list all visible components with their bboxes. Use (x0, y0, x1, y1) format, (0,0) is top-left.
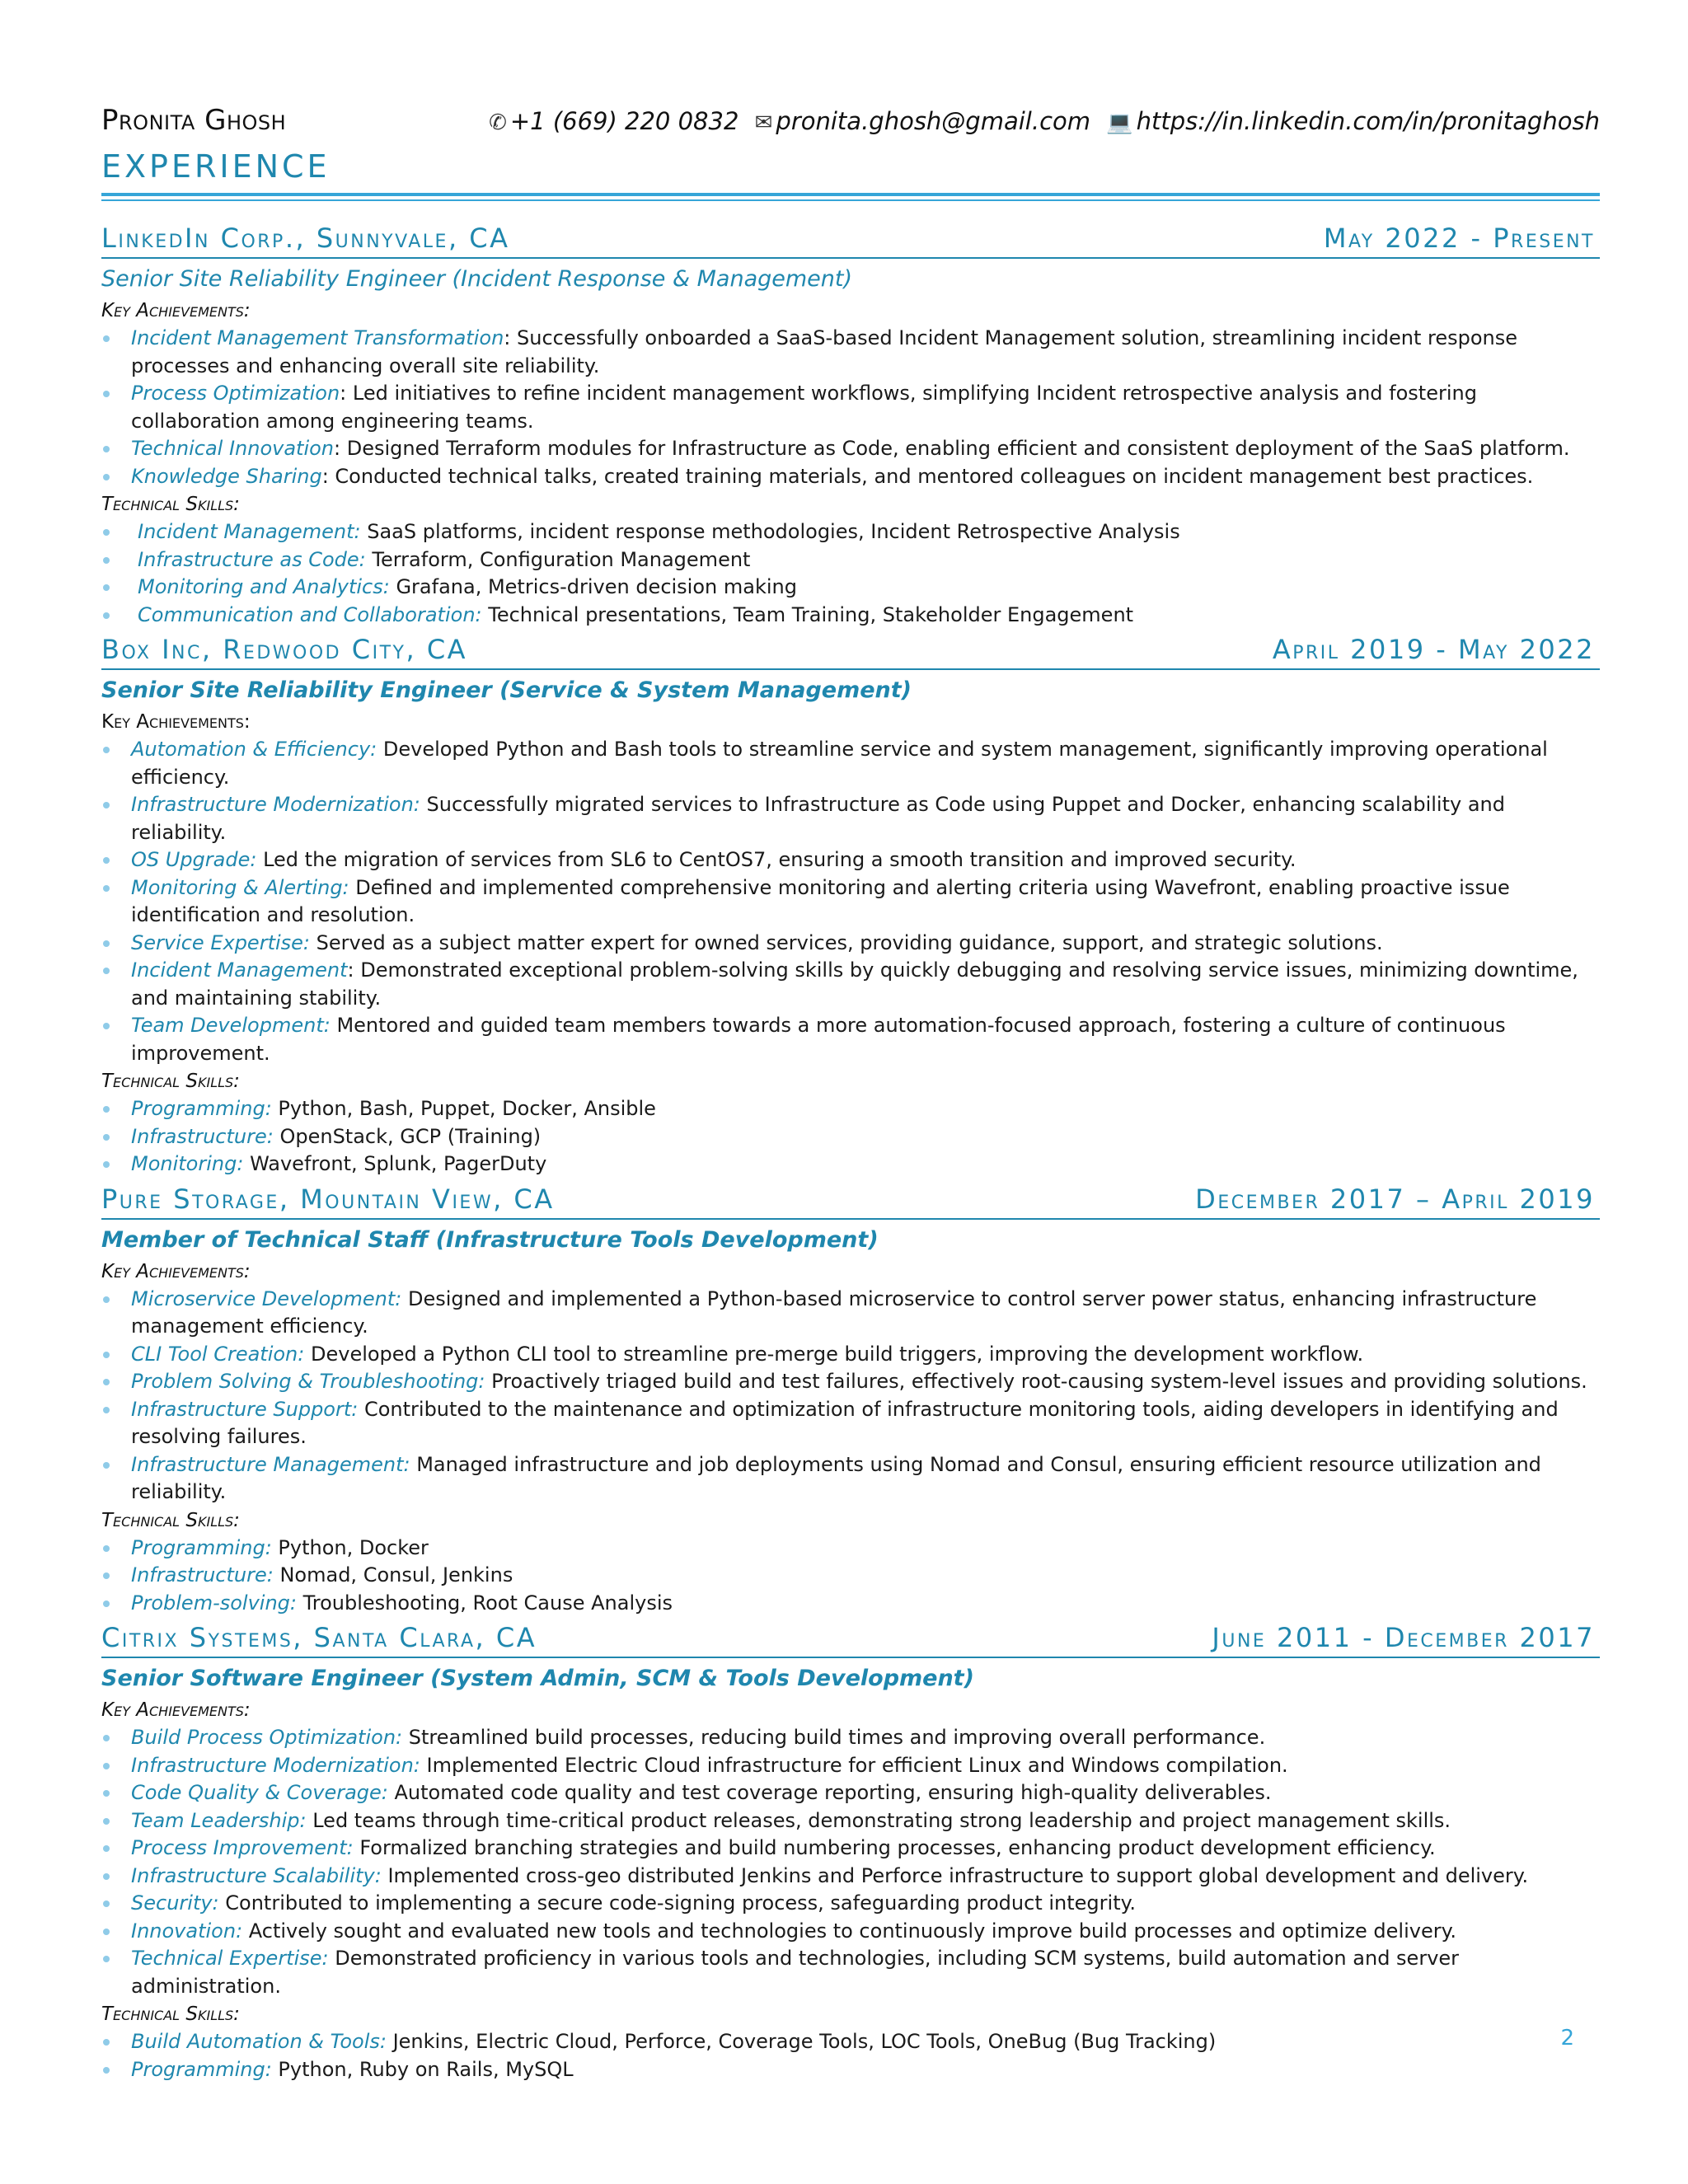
skill-key: Programming: (131, 1535, 272, 1559)
skill-text: SaaS platforms, incident response methodologies, Incident Retrospective Analysis (360, 520, 1180, 543)
achievement-text: Actively sought and evaluated new tools and technologies to continuously improve build processes and optimize delivery. (242, 1919, 1456, 1943)
achievement-item (101, 930, 1600, 958)
skill-item (101, 574, 1600, 602)
achievement-text: Streamlined build processes, reducing build times and improving overall performance. (402, 1726, 1266, 1749)
company-name: Citrix Systems, Santa Clara, CA (101, 1622, 537, 1653)
resume-header (101, 97, 1600, 145)
achievement-item (101, 1368, 1600, 1396)
company-name: LinkedIn Corp., Sunnyvale, CA (101, 223, 510, 254)
achievement-key: Technical Expertise: (131, 1947, 329, 1970)
skill-text: Grafana, Metrics-driven decision making (389, 575, 797, 598)
job-title: Senior Site Reliability Engineer (Incident Response & Management) (101, 266, 853, 292)
achievements-list (101, 1724, 1600, 2000)
achievement-key: Process Optimization (131, 382, 340, 405)
skill-item (101, 518, 1600, 546)
achievement-text: Implemented Electric Cloud infrastructure for efficient Linux and Windows compilation. (420, 1753, 1288, 1777)
achievement-key: Monitoring & Alerting: (131, 875, 349, 899)
job-header (101, 1622, 1600, 1658)
skill-text: Technical presentations, Team Training, Stakeholder Engagement (481, 602, 1134, 626)
achievement-text: Mentored and guided team members towards a more automation-focused approach, fostering a culture of continuous improvement. (131, 1014, 1506, 1065)
achievement-key: Infrastructure Scalability: (131, 1863, 382, 1887)
achievement-item (101, 1396, 1600, 1451)
achievement-item (101, 1918, 1600, 1946)
achievement-item (101, 435, 1600, 463)
skill-item (101, 1535, 1600, 1563)
skills-list (101, 1535, 1600, 1618)
skill-text: Jenkins, Electric Cloud, Perforce, Coverage Tools, LOC Tools, OneBug (Bug Tracking) (386, 2030, 1217, 2053)
achievement-item (101, 957, 1600, 1012)
achievement-item (101, 463, 1600, 491)
skill-item (101, 1562, 1600, 1590)
skill-text: Troubleshooting, Root Cause Analysis (297, 1591, 673, 1615)
achievement-item (101, 1807, 1600, 1835)
job-header (101, 634, 1600, 670)
achievement-text: Served as a subject matter expert for owned services, providing guidance, support, and strategic solutions. (310, 930, 1383, 954)
skill-item (101, 2028, 1600, 2056)
achievement-key: Team Development: (131, 1014, 331, 1037)
skill-key: Problem-solving: (131, 1591, 297, 1615)
phone-number[interactable]: +1 (669) 220 0832 (509, 107, 739, 135)
achievement-item (101, 1890, 1600, 1918)
person-name: Pronita Ghosh (101, 104, 287, 137)
achievement-key: Security: (131, 1891, 219, 1915)
achievement-item (101, 1012, 1600, 1067)
skill-key: Programming: (131, 1097, 272, 1120)
skill-text: Wavefront, Splunk, PagerDuty (243, 1152, 547, 1175)
job-title: Senior Site Reliability Engineer (Service & System Management) (101, 677, 912, 703)
achievement-text: Contributed to the maintenance and optimization of infrastructure monitoring tools, aiding developers in identifying and resolving failures. (131, 1397, 1559, 1448)
achievement-text: : Conducted technical talks, created training materials, and mentored colleagues on incident management best practices. (321, 464, 1534, 488)
skill-key: Infrastructure as Code: (138, 547, 366, 571)
skill-key: Monitoring and Analytics: (138, 575, 390, 598)
achievement-text: Defined and implemented comprehensive monitoring and alerting criteria using Wavefront, enabling proactive issue identification and resolution. (131, 875, 1510, 926)
achievement-key: Innovation: (131, 1919, 243, 1943)
skill-item (101, 1151, 1600, 1179)
skills-label: Technical Skills: (101, 2004, 240, 2025)
achievement-text: Proactively triaged build and test failures, effectively root-causing system-level issues and providing solutions. (485, 1370, 1587, 1393)
section-divider (101, 193, 1600, 201)
achievements-list (101, 736, 1600, 1067)
achievement-text: Developed Python and Bash tools to streamline service and system management, significantly improving operational efficiency. (131, 738, 1548, 789)
skill-item (101, 1095, 1600, 1123)
achievement-key: Microservice Development: (131, 1286, 402, 1310)
achievement-key: Infrastructure Modernization: (131, 793, 420, 816)
skill-key: Infrastructure: (131, 1124, 274, 1148)
achievement-item (101, 1752, 1600, 1780)
achievement-key: Process Improvement: (131, 1836, 354, 1859)
achievement-item (101, 1341, 1600, 1369)
email-link[interactable]: pronita.ghosh@gmail.com (776, 107, 1091, 135)
skill-text: Nomad, Consul, Jenkins (273, 1563, 513, 1586)
skills-label: Technical Skills: (101, 1509, 240, 1531)
skills-label: Technical Skills: (101, 1071, 240, 1092)
achievement-item (101, 325, 1600, 380)
skill-text: Terraform, Configuration Management (365, 547, 751, 571)
skill-text: Python, Bash, Puppet, Docker, Ansible (271, 1097, 656, 1120)
job-title: Member of Technical Staff (Infrastructure Tools Development) (101, 1226, 879, 1253)
skill-text: Python, Ruby on Rails, MySQL (271, 2057, 574, 2081)
achievements-label: Key Achievements: (101, 1260, 251, 1282)
achievement-key: Automation & Efficiency: (131, 738, 377, 761)
achievements-label: Key Achievements: (101, 1699, 251, 1721)
linkedin-link[interactable]: https://in.linkedin.com/in/pronitaghosh (1136, 107, 1600, 135)
job-dates: December 2017 – April 2019 (1195, 1183, 1595, 1215)
achievement-text: Successfully migrated services to Infrastructure as Code using Puppet and Docker, enhancing scalability and reliability. (131, 793, 1505, 844)
achievement-text: Managed infrastructure and job deployments using Nomad and Consul, ensuring efficient resource utilization and reliability. (131, 1452, 1541, 1503)
achievement-key: Infrastructure Support: (131, 1397, 359, 1421)
achievement-key: Knowledge Sharing (131, 464, 322, 488)
skills-list (101, 518, 1600, 629)
skill-key: Monitoring: (131, 1152, 244, 1175)
achievement-text: Contributed to implementing a secure code-signing process, safeguarding product integrity. (218, 1891, 1137, 1915)
achievements-label: Key Achievements: (101, 711, 251, 733)
job-entry (101, 1183, 1600, 1618)
skill-item (101, 602, 1600, 630)
achievement-item (101, 1724, 1600, 1752)
achievement-text: Demonstrated proficiency in various tools and technologies, including SCM systems, build automation and server administration. (131, 1947, 1460, 1998)
phone-icon: ✆ (489, 110, 507, 135)
achievement-key: Service Expertise: (131, 930, 310, 954)
achievement-text: : Led initiatives to refine incident management workflows, simplifying Incident retrospective analysis and fostering collaboration among engineering teams. (131, 382, 1477, 433)
skill-text: Python, Docker (271, 1535, 429, 1559)
skill-text: OpenStack, GCP (Training) (273, 1124, 542, 1148)
job-header (101, 1183, 1600, 1220)
achievement-key: Problem Solving & Troubleshooting: (131, 1370, 485, 1393)
company-name: Box Inc, Redwood City, CA (101, 634, 468, 665)
achievement-item (101, 1863, 1600, 1891)
achievement-text: : Demonstrated exceptional problem-solving skills by quickly debugging and resolving service issues, minimizing downtime, and maintaining stability. (131, 958, 1578, 1010)
achievement-item (101, 1779, 1600, 1807)
skill-item (101, 2056, 1600, 2084)
job-dates: April 2019 - May 2022 (1272, 634, 1595, 665)
achievement-item (101, 1286, 1600, 1341)
section-title: EXPERIENCE (101, 148, 331, 185)
laptop-icon: 💻 (1106, 110, 1133, 135)
achievement-item (101, 846, 1600, 874)
email-icon: ✉ (754, 110, 773, 135)
achievement-text: Designed and implemented a Python-based microservice to control server power status, enhancing infrastructure management efficiency. (131, 1286, 1537, 1338)
job-entry (101, 1622, 1600, 2083)
achievement-key: Incident Management (131, 958, 348, 982)
achievement-key: Technical Innovation (131, 437, 335, 460)
skills-list (101, 1095, 1600, 1179)
achievement-text: Implemented cross-geo distributed Jenkins and Perforce infrastructure to support global development and delivery. (381, 1863, 1529, 1887)
achievements-list (101, 1286, 1600, 1507)
company-name: Pure Storage, Mountain View, CA (101, 1183, 555, 1215)
page-number: 2 (1560, 2026, 1574, 2050)
job-title: Senior Software Engineer (System Admin, SCM & Tools Development) (101, 1666, 974, 1691)
job-list (101, 223, 1600, 2083)
achievement-item (101, 380, 1600, 435)
skill-item (101, 1590, 1600, 1618)
achievement-key: Incident Management Transformation (131, 326, 504, 349)
achievement-text: Developed a Python CLI tool to streamline pre-merge build triggers, improving the development workflow. (304, 1342, 1364, 1366)
achievement-item (101, 874, 1600, 930)
achievement-text: : Successfully onboarded a SaaS-based Incident Management solution, streamlining incident response processes and enhancing overall site reliability. (131, 326, 1518, 377)
job-entry (101, 223, 1600, 629)
achievement-key: Infrastructure Management: (131, 1452, 410, 1476)
skill-key: Incident Management: (138, 520, 361, 543)
skill-key: Communication and Collaboration: (138, 602, 482, 626)
job-entry (101, 634, 1600, 1179)
job-dates: June 2011 - December 2017 (1212, 1622, 1595, 1653)
achievements-list (101, 325, 1600, 490)
achievement-key: OS Upgrade: (131, 848, 257, 871)
skill-key: Infrastructure: (131, 1563, 274, 1586)
achievement-item (101, 1835, 1600, 1863)
achievement-text: Automated code quality and test coverage reporting, ensuring high-quality deliverables. (387, 1781, 1272, 1804)
achievement-text: Led the migration of services from SL6 to CentOS7, ensuring a smooth transition and improved security. (256, 848, 1296, 871)
achievement-text: Formalized branching strategies and build numbering processes, enhancing product development efficiency. (353, 1836, 1436, 1859)
job-dates: May 2022 - Present (1323, 223, 1595, 254)
achievement-key: Code Quality & Coverage: (131, 1781, 388, 1804)
achievement-key: Team Leadership: (131, 1808, 307, 1832)
achievement-key: CLI Tool Creation: (131, 1342, 305, 1366)
achievement-text: Led teams through time-critical product releases, demonstrating strong leadership and project management skills. (306, 1808, 1451, 1832)
skill-item (101, 546, 1600, 574)
job-header (101, 223, 1600, 259)
skills-label: Technical Skills: (101, 494, 240, 515)
skill-key: Programming: (131, 2057, 272, 2081)
resume-page (101, 97, 1600, 2088)
achievement-item (101, 791, 1600, 846)
skill-key: Build Automation & Tools: (131, 2030, 387, 2053)
skill-item (101, 1123, 1600, 1151)
achievement-item (101, 1451, 1600, 1507)
achievement-text: : Designed Terraform modules for Infrastructure as Code, enabling efficient and consistent deployment of the SaaS platform. (334, 437, 1570, 460)
skills-list (101, 2028, 1600, 2083)
achievements-label: Key Achievements: (101, 300, 251, 321)
achievement-item (101, 1945, 1600, 2000)
achievement-key: Infrastructure Modernization: (131, 1753, 420, 1777)
achievement-item (101, 736, 1600, 791)
contact-line (489, 107, 1600, 135)
achievement-key: Build Process Optimization: (131, 1726, 403, 1749)
